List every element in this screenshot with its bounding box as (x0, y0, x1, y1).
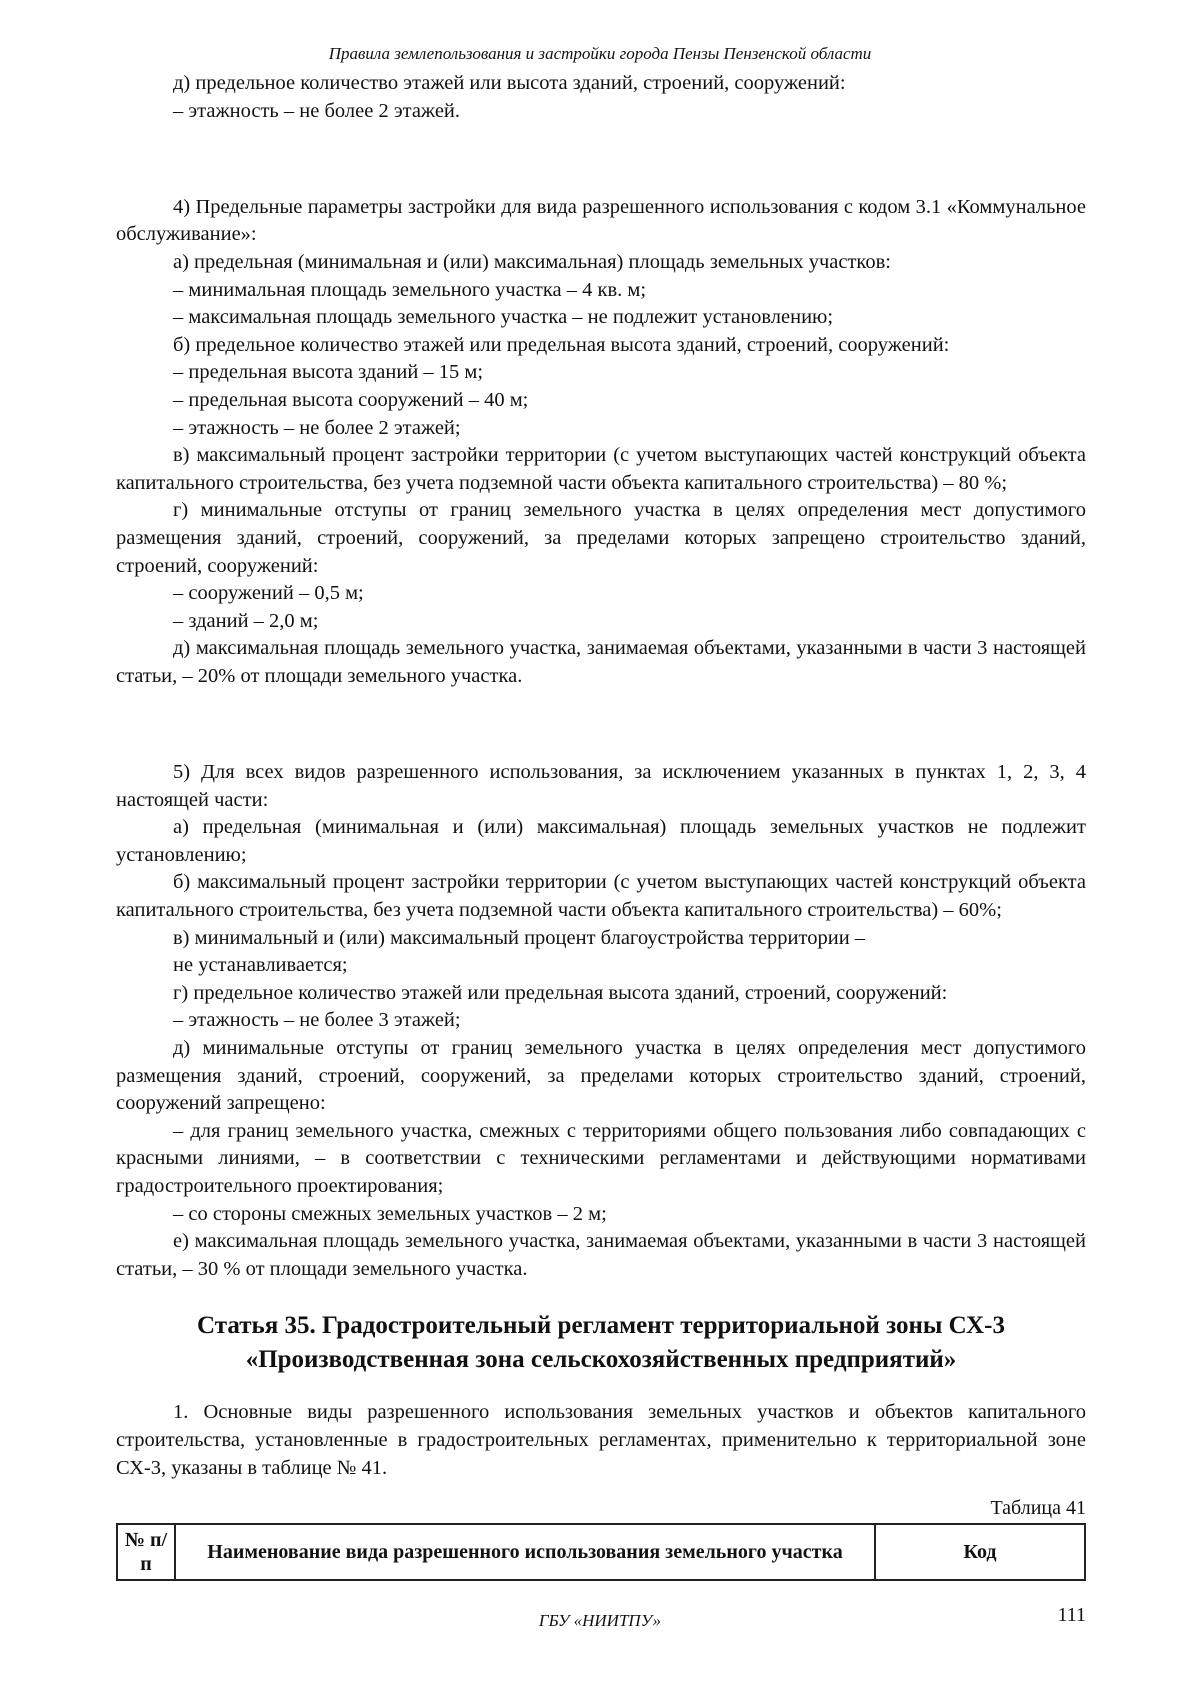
article-title (116, 1309, 1086, 1377)
paragraph: 4) Предельные параметры застройки для вида разрешенного использования с кодом 3.1 «Коммунальное обслуживание»: (116, 195, 1086, 246)
footer-organization: ГБУ «НИИТПУ» (538, 1611, 662, 1630)
paragraph: в) минимальный и (или) максимальный процент благоустройства территории – (173, 926, 866, 949)
paragraph: – минимальная площадь земельного участка – 4 кв. м; (173, 278, 647, 301)
paragraph: – для границ земельного участка, смежных с территориями общего пользования либо совпадающих с красными линиями, – в соответствии с техническими регламентами и действующими нормативами градостроительного проектирования; (116, 1119, 1086, 1197)
header-cell-code: Код (875, 1524, 1085, 1580)
blank-line (116, 711, 1086, 739)
paragraph: не устанавливается; (173, 954, 348, 977)
paragraph: – этажность – не более 2 этажей. (173, 99, 461, 122)
paragraph: б) предельное количество этажей или предельная высота зданий, строений, сооружений: (173, 333, 950, 356)
paragraph: а) предельная (минимальная и (или) максимальная) площадь земельных участков не подлежит установлению; (116, 816, 1086, 866)
paragraph: 5) Для всех видов разрешенного использования, за исключением указанных в пунктах 1, 2, 3, 4 настоящей части: (116, 761, 1086, 811)
article-paragraph: 1. Основные виды разрешенного использования земельных участков и объектов капитального строительства, установленные в градостроительных регламентах, применительно к территориальной зоне СХ-3, указаны в таблице № 41. (116, 1401, 1086, 1479)
paragraph: – этажность – не более 3 этажей; (173, 1009, 461, 1032)
paragraph: д) минимальные отступы от границ земельного участка в целях определения мест допустимого размещения зданий, строений, сооружений, за пределами которых строительство зданий, строений, сооружений запрещено: (116, 1037, 1086, 1115)
header-cell-name: Наименование вида разрешенного использования земельного участка (175, 1524, 875, 1580)
paragraph: д) максимальная площадь земельного участка, занимаемая объектами, указанными в части 3 настоящей статьи, – 20% от площади земельного участка. (116, 637, 1086, 687)
paragraph: – со стороны смежных земельных участков – 2 м; (173, 1202, 607, 1225)
paragraph: г) предельное количество этажей или предельная высота зданий, строений, сооружений: (173, 981, 948, 1004)
paragraph: – сооружений – 0,5 м; (173, 582, 364, 605)
paragraph: – максимальная площадь земельного участка – не подлежит установлению; (173, 306, 834, 329)
header-cell-number: № п/п (117, 1524, 175, 1580)
paragraph: е) максимальная площадь земельного участка, занимаемая объектами, указанными в части 3 настоящей статьи, – 30 % от площади земельного участка. (116, 1230, 1086, 1280)
blank-line (116, 146, 1086, 174)
paragraph: – зданий – 2,0 м; (173, 609, 319, 632)
paragraph: – предельная высота зданий – 15 м; (173, 361, 484, 384)
running-header: Правила землепользования и застройки города Пензы Пензенской области (328, 44, 872, 63)
paragraph: д) предельное количество этажей или высота зданий, строений, сооружений: (173, 72, 846, 94)
paragraph-list (116, 70, 1086, 1283)
table-header-row (117, 1524, 1085, 1580)
paragraph: б) максимальный процент застройки территории (с учетом выступающих частей конструкций объекта капитального строительства, без учета подземной части объекта капитального строительства) – 60%; (116, 871, 1086, 922)
paragraph: – предельная высота сооружений – 40 м; (173, 388, 529, 411)
paragraph: а) предельная (минимальная и (или) максимальная) площадь земельных участков: (173, 250, 891, 273)
page-content (116, 70, 1086, 1581)
paragraph: в) максимальный процент застройки территории (с учетом выступающих частей конструкций объекта капитального строительства, без учета подземной части объекта капитального строительства) – 80 %; (116, 444, 1086, 494)
page-number: 111 (1057, 1604, 1086, 1626)
article-title-line-2: «Производственная зона сельскохозяйственных предприятий» (245, 1346, 957, 1374)
table-41 (116, 1523, 1086, 1581)
paragraph: – этажность – не более 2 этажей; (173, 416, 461, 439)
table-caption: Таблица 41 (990, 1497, 1086, 1520)
paragraph: г) минимальные отступы от границ земельного участка в целях определения мест допустимого размещения зданий, строений, сооружений, за пределами которых запрещено строительство зданий, строений, сооружений: (116, 499, 1086, 577)
article-title-line-1: Статья 35. Градостроительный регламент территориальной зоны СХ-3 (197, 1312, 1005, 1340)
